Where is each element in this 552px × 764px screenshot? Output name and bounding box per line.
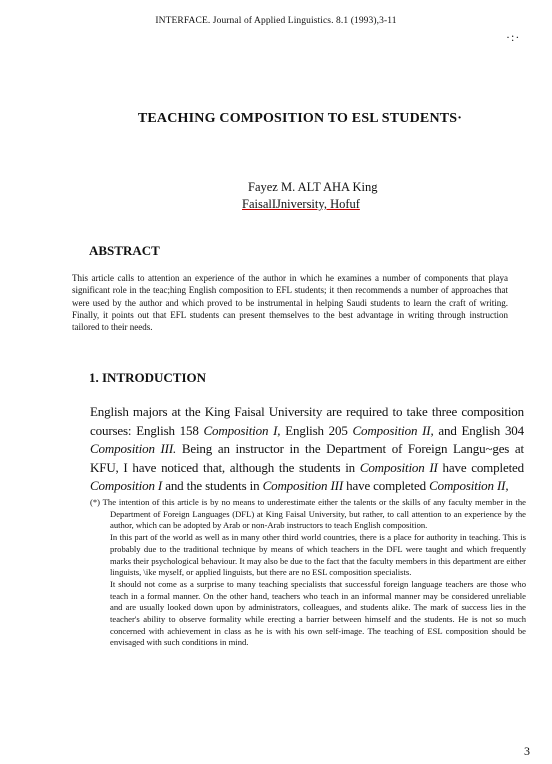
abstract-text: This article calls to attention an experience of the author in which he examines a number of components that playa significant role in the teac;hing English composition to EFL students; it then recommends a number of approaches that were used by the author and which proved to be instrumental in helping Saudi students to learn the craft of writing. Finally, it points out that EFL students can present themselves to the best advantage in writing through instruction tailored to their needs. [72,273,508,333]
intro-text-1: English majors at the King Faisal University are required to take three composition courses: English 158 [90,404,524,438]
footnote-paragraph-3: It should not come as a surprise to many teaching specialists that successful foreign language teachers are those who teach in a formal manner. On the other hand, teachers who teach in an informal manner may be considered unreliable and are usually looked down upon by administrators, colleagues, and students alike. The mark of success lies in the teacher's ability to observe formality while erecting a barrier between himself and the students. He is not so much concerned with achievement in class as he is with his own self-image. The teaching of ESL composition should be envisaged with such conditions in mind. [110,578,526,648]
author-affiliation: FaisalIJniversity, Hofuf [242,197,360,211]
corner-mark: ·:· [506,30,521,44]
intro-text-5: have completed [437,459,525,475]
intro-text-4: Being an instructor in the Department of Foreign Langu~ges at KFU, I have noticed that, although the students in [90,441,524,475]
course-composition-1-ref: Composition I [90,478,163,493]
footnote-paragraph-1: (*) The intention of this article is by no means to underestimate either the talents or the skills of any faculty member in the Department of Foreign Languages (DFL) at King Faisal University, but rather, to call attention to an experience by the author, which can be adopted by Arab or non-Arab instructors to teach English composition. [90,497,526,531]
intro-text-3: and English 304 [433,422,525,438]
course-composition-2-ref-2: Composition II, [429,478,509,493]
running-header: INTERFACE. Journal of Applied Linguistics. 8.1 (1993),3-11 [155,16,397,26]
introduction-paragraph [90,403,524,496]
page-number: 3 [524,744,530,758]
author-name: Fayez M. ALT AHA King [248,180,378,194]
article-title: TEACHING COMPOSITION TO ESL STUDENTS· [137,111,463,126]
introduction-heading: 1. INTRODUCTION [89,370,207,385]
course-composition-2: Composition II, [352,422,434,438]
footnote [90,497,526,649]
intro-text-7: have completed [343,478,430,493]
course-composition-3-ref: Composition III [262,478,344,493]
intro-text-6: and the students in [162,478,263,493]
intro-text-2: English 205 [280,422,353,438]
footnote-paragraph-2: In this part of the world as well as in many other third world countries, there is a place for authority in teaching. This is probably due to the traditional technique by means of which teachers in the DFL were taught and which frequently marks their psychological behaviour. It may also be due to the fact that the faculty members in this department are either linguists, \ike myself, or applied linguists, but there are no ESL composition specialists. [110,532,526,578]
abstract-heading: ABSTRACT [89,243,160,258]
course-composition-2-ref: Composition II [359,459,438,475]
course-composition-1: Composition I, [203,422,281,438]
course-composition-3: Composition III. [90,441,177,456]
